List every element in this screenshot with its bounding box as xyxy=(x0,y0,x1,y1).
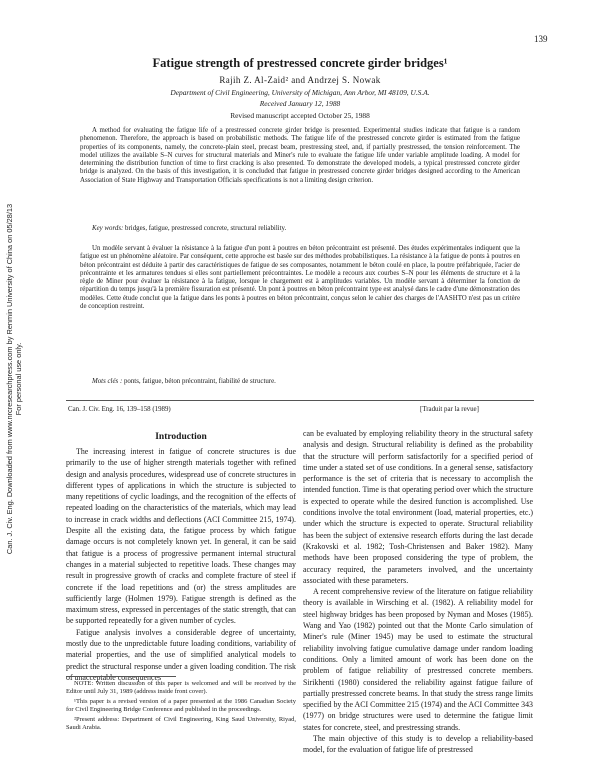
keywords-english-lead: Key words: xyxy=(92,225,124,232)
footnote-divider xyxy=(66,676,176,677)
right-paragraph-3: The main objective of this study is to develop a reliability-based model, for the evaluation of fatigue life of prestressed xyxy=(303,734,533,755)
abstract-english: A method for evaluating the fatigue life of a prestressed concrete girder bridge is presented. Experimental studies indicate that fatigue is a random phenomenon. Therefore, the approach is based on probabilistic methods. The fatigue life of the prestressed concrete girder is estimated from the fatigue properties of its components, namely, the concrete-plain steel, precast beam, prestressing steel, and, if partially prestressed, the tension reinforcement. The model utilizes the available S–N curves for structural materials and Miner's rule to evaluate the fatigue life under variable amplitude loading. A model for determining the distribution function of time to first cracking is also presented. To demonstrate the developed models, a typical prestressed concrete girder bridge is analyzed. On the basis of this investigation, it is concluded that fatigue in prestressed concrete girder bridges designed according to the American Association of State Highway and Transportation Officials specifications is not a limiting design criterion. xyxy=(80,127,520,184)
footnote-2: ²Present address: Department of Civil Engineering, King Saud University, Riyad, Saudi Arabia. xyxy=(66,715,296,732)
left-column xyxy=(66,446,296,683)
abstract-french: Un modèle servant à évaluer la résistance à la fatigue d'un pont à poutres en béton précontraint est présenté. Des études expérimentales indiquent que la fatigue est un phénomène aléatoire. Par conséquent, cette approche est basée sur des méthodes probabilistiques. La résistance à la fatigue de ponts à poutres en béton précontraint est déduite à partir des caractéristiques de fatigue de ses composantes, notamment le béton coulé en place, la poutre préfabriquée, l'acier de précontrainte et les armatures tendues si elles sont partiellement précontraintes. Le modèle a recours aux courbes S–N pour les éléments de structure et à la règle de Miner pour évaluer la résistance à la fatigue, lorsque le chargement est à amplitudes variables. Un modèle servant à déterminer la fonction de répartition du temps jusqu'à la première fissuration est présenté. Un pont à poutres en béton précontraint type est analysé dans le cadre d'une démonstration des modèles. Cette étude conclut que la fatigue dans les ponts à poutres en béton précontraint, conçus selon le cahier des charges de l'AASHTO n'est pas un critère de conception restreint. xyxy=(80,245,520,311)
revised-date: Revised manuscript accepted October 25, 1988 xyxy=(230,111,370,120)
introduction-heading: Introduction xyxy=(155,432,207,442)
keywords-french-lead: Mots clés : xyxy=(92,378,123,385)
affiliation: Department of Civil Engineering, University of Michigan, Ann Arbor, MI 48109, U.S.A. xyxy=(170,88,430,97)
download-watermark xyxy=(5,179,23,579)
footnotes xyxy=(66,680,296,733)
received-date: Received January 12, 1988 xyxy=(259,99,341,108)
right-paragraph-2: A recent comprehensive review of the literature on fatigue reliability theory is available in Wirsching et al. (1982). A reliability model for steel highway bridges has been proposed by Nyman and Moses (1985). Wang and Yao (1982) pointed out that the Monte Carlo simulation of Miner's rule (Miner 1945) may be used to estimate the structural reliability involving fatigue cumulative damage under random loading conditions. Only a limited amount of work has been done on the problem of fatigue reliability of prestressed concrete members. Sirikhenti (1980) considered the reliability against fatigue failure of partially prestressed concrete beams. In that study the stress range limits specified by the ACI Committee 215 (1974) and the ACI Committee 343 (1977) on bridge structures were used to determine the fatigue limit states for concrete, steel, and prestressing strands. xyxy=(303,587,533,732)
translation-note: [Traduit par la revue] xyxy=(420,406,479,413)
footnote-1: ¹This paper is a revised version of a paper presented at the 1986 Canadian Society for Civil Engineering Bridge Conference and published in the proceedings. xyxy=(66,697,296,714)
download-watermark-line-1: Can. J. Civ. Eng. Downloaded from www.nrcresearchpress.com by Renmin University of China on 05/28/13 xyxy=(5,203,14,555)
keywords-english-text: bridges, fatigue, prestressed concrete, structural reliability. xyxy=(123,225,287,232)
authors: Rajih Z. Al-Zaid² and Andrzej S. Nowak xyxy=(219,75,381,85)
page-number: 139 xyxy=(534,34,548,44)
download-watermark-line-2: For personal use only. xyxy=(14,342,23,416)
right-column xyxy=(303,428,533,756)
left-paragraph-2: Fatigue analysis involves a considerable degree of uncertainty, mostly due to the unpredictable future loading conditions, variability of material properties, and the use of simplified analytical models to predict the structural response under a given loading condition. The risk of unacceptable consequences xyxy=(66,627,296,682)
right-paragraph-1: can be evaluated by employing reliability theory in the structural safety analysis and design. Structural reliability is defined as the probability that the structure will perform satisfactorily for a specified period of time under a stated set of use conditions. In a general sense, satisfactory performance is the set of criteria that is necessary to accomplish the intended function. Time is that operating period over which the structure is expected to operate while the desired function is accomplished. Use conditions involve the total environment (load, material properties, etc.) under which the structure is expected to operate. Structural reliability has been the subject of extensive research efforts during the last decade (Krakovski et al. 1982; Tosh-Christensen and Baker 1982). Many methods have been proposed considering the type of problem, the accuracy required, the parameters involved, and the uncertainty associated with these parameters. xyxy=(303,429,533,585)
abstract-divider xyxy=(66,400,534,401)
left-paragraph-1: The increasing interest in fatigue of concrete structures is due primarily to the use of higher strength materials together with refined design and analysis procedures, widespread use of concrete structures in different types of applications in which the structure is subjected to many repetitions of cyclic loadings, and the recognition of the effects of repeated loading on the characteristics of the materials, which may lead to increase in crack widths and deflections (ACI Committee 215, 1974). Despite all the existing data, the fatigue process by which fatigue damage occurs is not completely known yet. In general, it can be said that fatigue is a process of progressive permanent internal structural changes in a material subjected to repetitive loads. These changes may result in progressive growth of cracks and complete fracture of steel if concrete if the load repetitions and (or) the stress amplitudes are sufficiently large (Holmen 1979). Fatigue strength is defined as the maximum stress, expressed in percentages of the static strength, that can be supported repeatedly for a given number of cycles. xyxy=(66,447,296,626)
keywords-french xyxy=(80,378,520,386)
footnote-note: NOTE: Written discussion of this paper is welcomed and will be received by the Editor until July 31, 1989 (address inside front cover). xyxy=(66,680,296,696)
journal-reference: Can. J. Civ. Eng. 16, 139–158 (1989) xyxy=(68,406,171,413)
keywords-french-text: ponts, fatigue, béton précontraint, fiabilité de structure. xyxy=(122,378,276,385)
keywords-english xyxy=(80,225,520,233)
paper-title: Fatigue strength of prestressed concrete girder bridges¹ xyxy=(152,56,448,70)
